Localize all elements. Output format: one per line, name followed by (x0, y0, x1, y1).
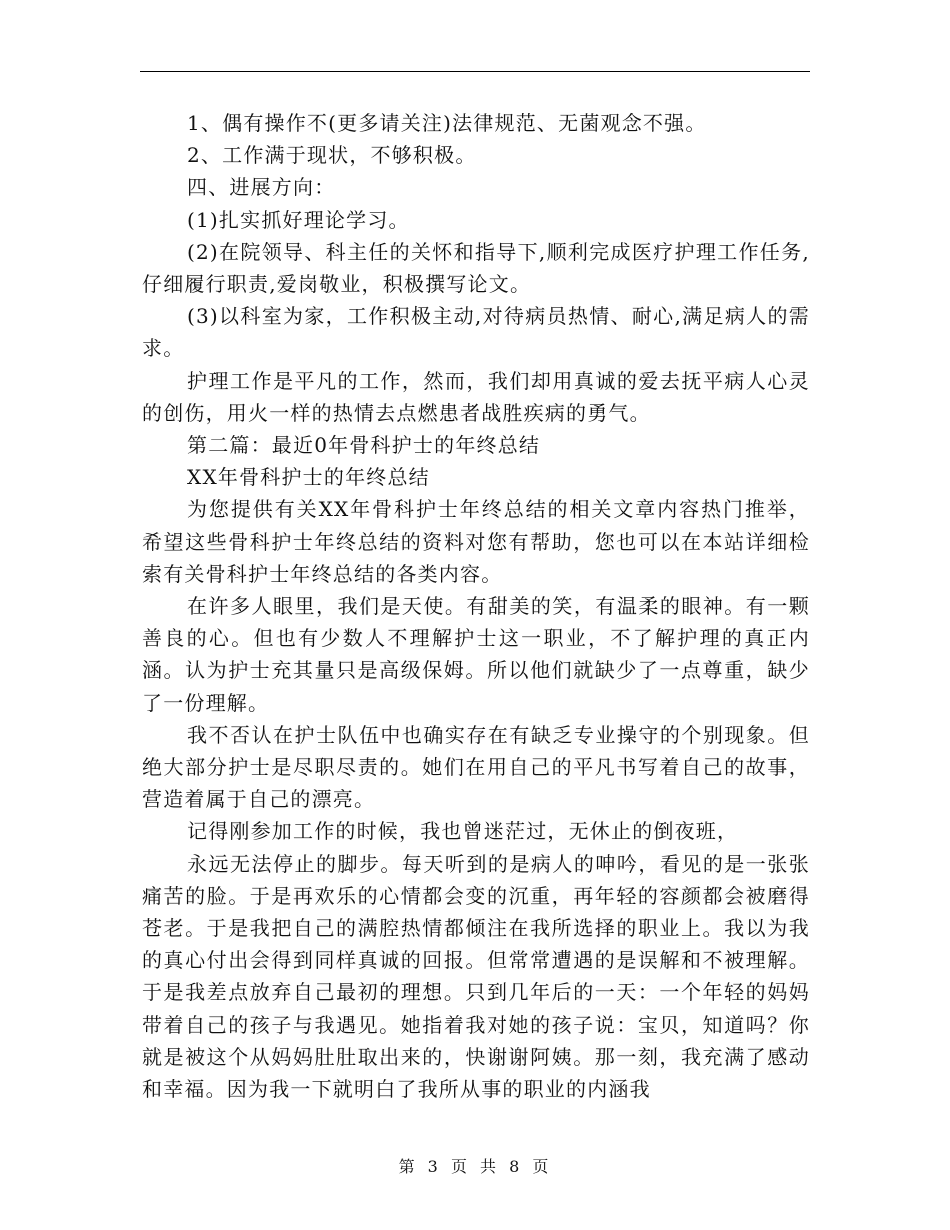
paragraph: 永远无法停止的脚步。每天听到的是病人的呻吟，看见的是一张张痛苦的脸。于是再欢乐的心情都会变的沉重，再年轻的容颜都会被磨得苍老。于是我把自己的满腔热情都倾注在我所选择的职业上。我以为我的真心付出会得到同样真诚的回报。但常常遭遇的是误解和不被理解。于是我差点放弃自己最初的理想。只到几年后的一天：一个年轻的妈妈带着自己的孩子与我遇见。她指着我对她的孩子说：宝贝，知道吗？你就是被这个从妈妈肚肚取出来的，快谢谢阿姨。那一刻，我充满了感动和幸福。因为我一下就明白了我所从事的职业的内涵我 (142, 851, 810, 1102)
document-body (142, 107, 810, 1105)
paragraph: 我不否认在护士队伍中也确实存在有缺乏专业操守的个别现象。但绝大部分护士是尽职尽责的。她们在用自己的平凡书写着自己的故事，营造着属于自己的漂亮。 (142, 722, 810, 812)
paragraph: (1)扎实抓好理论学习。 (187, 207, 410, 232)
article-subtitle: XX年骨科护士的年终总结 (187, 465, 430, 490)
paragraph: (3)以科室为家，工作积极主动,对待病员热情、耐心,满足病人的需求。 (142, 304, 810, 361)
paragraph: 2、工作满于现状，不够积极。 (187, 143, 477, 168)
page-number: 第 3 页 共 8 页 (398, 1157, 552, 1176)
header-rule (140, 71, 810, 72)
paragraph: 记得刚参加工作的时候，我也曾迷茫过，无休止的倒夜班， (187, 819, 739, 844)
paragraph: 为您提供有关XX年骨科护士年终总结的相关文章内容热门推举，希望这些骨科护士年终总结的资料对您有帮助，您也可以在本站详细检索有关骨科护士年终总结的各类内容。 (142, 497, 810, 586)
paragraph: 护理工作是平凡的工作，然而，我们却用真诚的爱去抚平病人心灵的创伤，用火一样的热情去点燃患者战胜疾病的勇气。 (142, 368, 810, 425)
article-title: 第二篇：最近0年骨科护士的年终总结 (187, 433, 541, 458)
paragraph: 在许多人眼里，我们是天使。有甜美的笑，有温柔的眼神。有一颗善良的心。但也有少数人不理解护士这一职业，不了解护理的真正内涵。认为护士充其量只是高级保姆。所以他们就缺少了一点尊重，缺少了一份理解。 (142, 594, 810, 715)
paragraph: 1、偶有操作不(更多请关注)法律规范、无菌观念不强。 (187, 111, 707, 135)
paragraph: (2)在院领导、科主任的关怀和指导下,顺利完成医疗护理工作任务,仔细履行职责,爱岗敬业，积极撰写论文。 (142, 239, 810, 297)
section-heading: 四、进展方向： (187, 175, 336, 200)
